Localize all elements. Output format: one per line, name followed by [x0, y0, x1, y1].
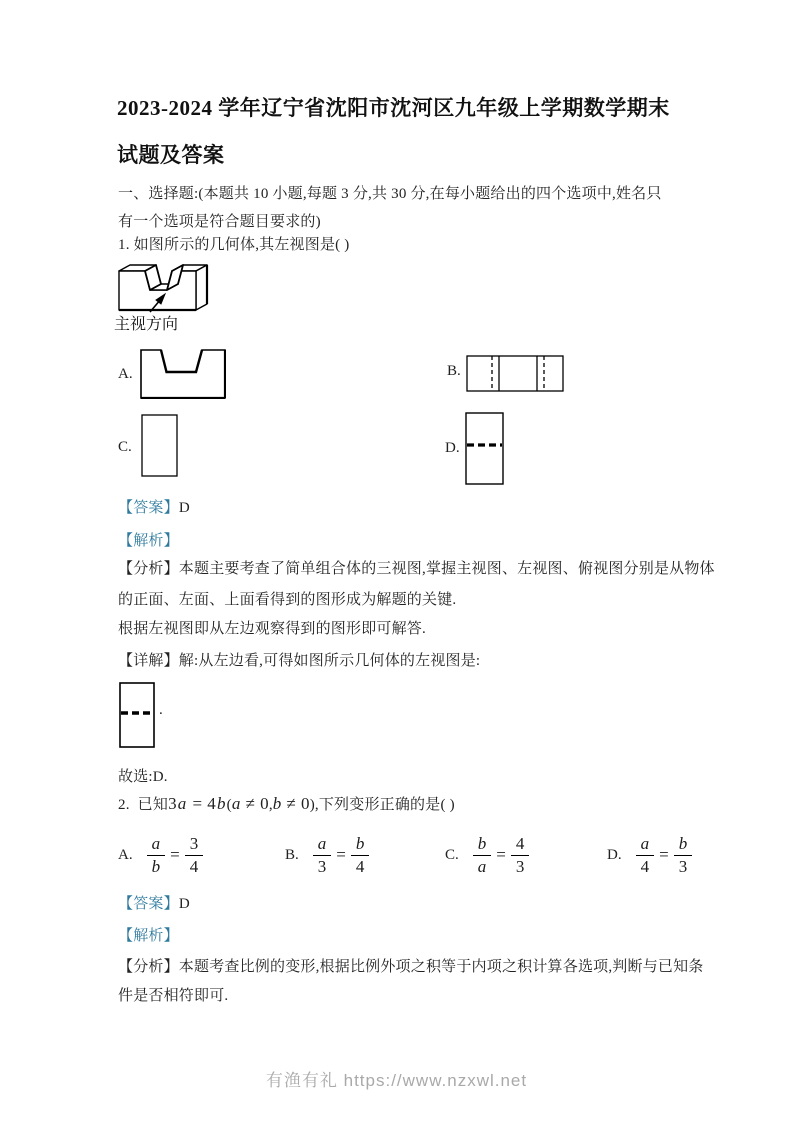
q1-answer-line [118, 496, 190, 517]
equals-sign: = [659, 845, 669, 865]
q2-analysis-label: 【解析】 [118, 928, 179, 944]
q2-option-b [285, 835, 369, 876]
q2-suffix: ),下列变形正确的是( ) [309, 797, 455, 813]
fraction [473, 835, 492, 876]
equals-sign: = [170, 845, 180, 865]
q2-coeff1: 3 [168, 794, 177, 813]
fraction-numerator: a [640, 834, 650, 853]
q2-cond1-var: a [231, 794, 241, 813]
q1-option-c-figure [141, 414, 178, 477]
q1-option-b-label: B. [447, 363, 461, 379]
q2-cond2-var: b [272, 794, 282, 813]
fraction [185, 835, 204, 876]
q1-figure-period: . [159, 702, 163, 718]
fraction [147, 835, 166, 876]
q2-cond2-neq: ≠ [286, 794, 296, 813]
fraction-denominator: 3 [515, 856, 525, 876]
q2-cond1-zero: 0 [260, 794, 269, 813]
fraction [511, 835, 530, 876]
fraction-denominator: b [151, 856, 161, 876]
q1-xiangjie: 【详解】解:从左边看,可得如图所示几何体的左视图是: [118, 653, 481, 669]
answer-label: 【答案】 [118, 896, 179, 912]
page-title-line1: 2023-2024 学年辽宁省沈阳市沈河区九年级上学期数学期末 [117, 96, 670, 120]
fraction-denominator: 4 [355, 856, 365, 876]
q2-prefix: 已知 [137, 797, 169, 813]
q1-option-d-label: D. [445, 440, 460, 456]
q1-note: 根据左视图即从左边观察得到的图形即可解答. [118, 621, 426, 637]
page-title-line2: 试题及答案 [117, 143, 225, 167]
section-intro-line1: 一、选择题:(本题共 10 小题,每题 3 分,共 30 分,在每小题给出的四个选项中,姓名只 [118, 186, 662, 202]
q2-cond-sep: , [268, 797, 273, 813]
q1-option-a-figure [140, 349, 226, 399]
fraction-denominator: 3 [678, 856, 688, 876]
q2-equals: = [192, 794, 203, 813]
answer-value: D [178, 500, 190, 516]
fraction-numerator: 4 [515, 834, 525, 853]
q2-option-a [118, 835, 203, 876]
footer-watermark [0, 1066, 793, 1091]
fraction-numerator: b [355, 834, 365, 853]
fraction-numerator: a [317, 834, 327, 853]
fraction-denominator: a [477, 856, 487, 876]
q1-option-c-label: C. [118, 439, 132, 455]
fraction-numerator: b [477, 834, 487, 853]
footer-url-link[interactable]: https://www.nzxwl.net [343, 1071, 528, 1090]
q2-var2: b [216, 794, 226, 813]
q2-coeff2: 4 [207, 794, 216, 813]
q2-fenxi-line1: 【分析】本题考查比例的变形,根据比例外项之积等于内项之积计算各选项,判断与已知条 [118, 959, 704, 975]
q2-var1: a [177, 794, 187, 813]
footer-brand: 有渔有礼 [265, 1071, 344, 1090]
q1-option-b-figure [466, 355, 564, 392]
question2-stem [118, 793, 455, 814]
section-intro-line2: 有一个选项是符合题目要求的) [118, 214, 321, 230]
q2-option-c [445, 835, 529, 876]
q2-option-b-label: B. [285, 846, 299, 863]
fraction [636, 835, 655, 876]
q1-conclusion: 故选:D. [118, 769, 168, 785]
fraction [351, 835, 370, 876]
equals-sign: = [336, 845, 346, 865]
q2-cond1-neq: ≠ [245, 794, 256, 813]
answer-label: 【答案】 [118, 500, 179, 516]
fraction [674, 835, 693, 876]
fraction-numerator: 3 [189, 834, 199, 853]
fraction-denominator: 3 [317, 856, 327, 876]
q2-option-d-label: D. [607, 846, 622, 863]
q1-left-view-figure [119, 682, 155, 748]
fraction-numerator: a [151, 834, 161, 853]
q2-option-a-label: A. [118, 846, 133, 863]
q2-number: 2. [118, 797, 130, 813]
q2-option-c-label: C. [445, 846, 459, 863]
q2-fenxi-line2: 件是否相符即可. [118, 988, 229, 1004]
answer-value: D [178, 896, 190, 912]
q2-paren-open: ( [226, 797, 232, 813]
question1-stem: 1. 如图所示的几何体,其左视图是( ) [118, 237, 350, 253]
q1-option-a-label: A. [118, 366, 133, 382]
q1-option-d-figure [465, 412, 504, 485]
q1-fenxi-line2: 的正面、左面、上面看得到的图形成为解题的关键. [118, 592, 457, 608]
q1-fenxi-line1: 【分析】本题主要考查了简单组合体的三视图,掌握主视图、左视图、俯视图分别是从物体 [118, 561, 715, 577]
fraction-numerator: b [678, 834, 688, 853]
fraction-denominator: 4 [189, 856, 199, 876]
fraction [313, 835, 332, 876]
q1-analysis-label: 【解析】 [118, 533, 179, 549]
q2-answer-line [118, 892, 190, 913]
fraction-denominator: 4 [640, 856, 650, 876]
q2-cond2-zero: 0 [301, 794, 310, 813]
q2-option-d [607, 835, 692, 876]
question1-solid-figure [112, 252, 247, 320]
equals-sign: = [496, 845, 506, 865]
figure-caption-front-view: 主视方向 [114, 316, 179, 333]
